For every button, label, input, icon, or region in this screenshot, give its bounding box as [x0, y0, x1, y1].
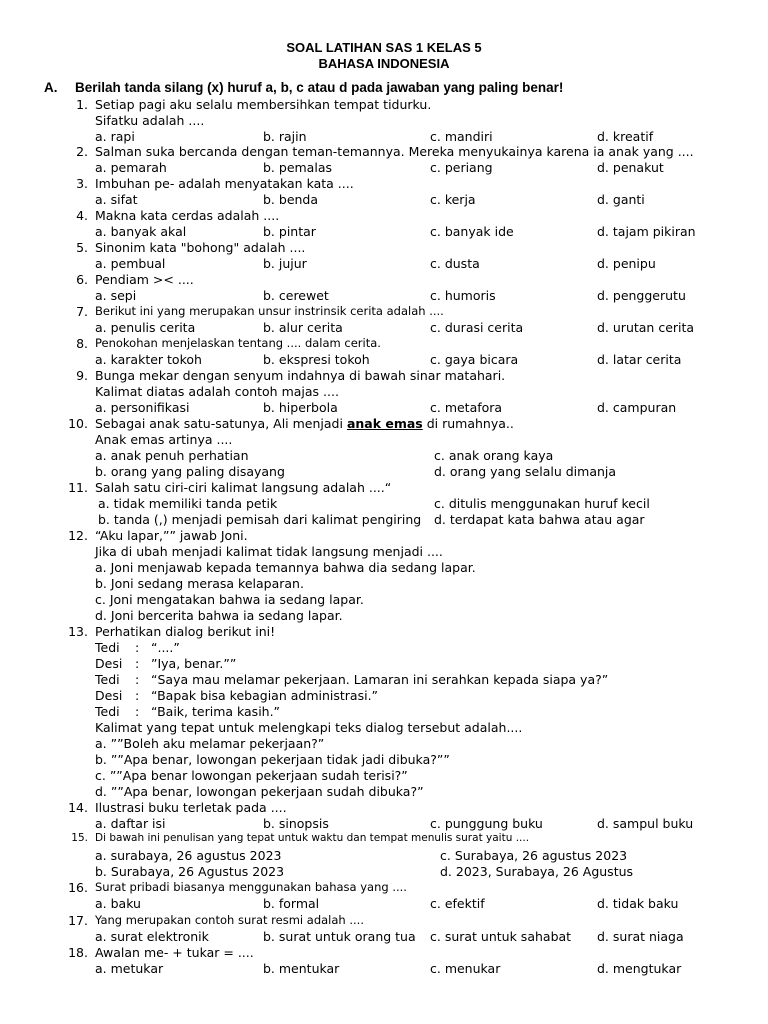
question-text: Perhatikan dialog berikut ini! — [95, 624, 276, 639]
question-number: 10. — [68, 416, 88, 431]
dialog-colon: : — [135, 656, 140, 671]
question-text: Salah satu ciri-ciri kalimat langsung adalah ....“ — [95, 480, 392, 495]
question-14 — [0, 800, 768, 816]
option-b[interactable]: b. jujur — [263, 256, 307, 271]
dialog-speaker: Desi — [95, 656, 123, 671]
option-b[interactable]: b. formal — [263, 896, 320, 911]
section-instruction-text: Berilah tanda silang (x) huruf a, b, c atau d pada jawaban yang paling benar! — [75, 80, 564, 95]
option-b[interactable]: b. pemalas — [263, 160, 332, 175]
document-subject: BAHASA INDONESIA — [318, 56, 450, 71]
question-text: Salman suka bercanda dengan teman-temannya. Mereka menyukainya karena ia anak yang .... — [95, 144, 694, 159]
dialog-speech: “Baik, terima kasih.” — [151, 704, 281, 719]
dialog-speech: “....” — [151, 640, 180, 655]
option-b[interactable]: b. orang yang paling disayang — [95, 464, 285, 479]
question-5 — [0, 240, 768, 256]
question-text-line: Anak emas artinya .... — [95, 432, 233, 447]
option-a[interactable]: a. surat elektronik — [95, 929, 209, 944]
option-d[interactable]: d. latar cerita — [597, 352, 682, 367]
option-c[interactable]: c. anak orang kaya — [434, 448, 554, 463]
question-number: 2. — [76, 144, 88, 159]
question-4 — [0, 208, 768, 224]
option-a[interactable]: a. metukar — [95, 961, 164, 976]
question-number: 14. — [68, 800, 88, 815]
question-text-line: Kalimat yang tepat untuk melengkapi teks dialog tersebut adalah.... — [95, 720, 523, 735]
option-a[interactable]: a. rapi — [95, 129, 135, 144]
question-text-part: Sebagai anak satu-satunya, Ali menjadi — [95, 416, 343, 431]
question-number: 11. — [68, 480, 88, 495]
dialog-line — [95, 688, 378, 703]
option-a[interactable]: a. banyak akal — [95, 224, 187, 239]
option-c[interactable]: c. humoris — [430, 288, 496, 303]
option-d[interactable]: d. urutan cerita — [597, 320, 695, 335]
option-a[interactable]: a. sifat — [95, 192, 138, 207]
question-text: Berikut ini yang merupakan unsur instrinsik cerita adalah .... — [95, 304, 444, 318]
question-17 — [0, 913, 768, 929]
option-c[interactable]: c. gaya bicara — [430, 352, 519, 367]
option-d[interactable]: d. surat niaga — [597, 929, 684, 944]
question-2 — [0, 144, 768, 160]
question-16 — [0, 880, 768, 896]
question-number: 4. — [76, 208, 88, 223]
question-text: Pendiam >< .... — [95, 272, 194, 287]
question-number: 13. — [68, 624, 88, 639]
question-1 — [0, 97, 768, 113]
underlined-term: anak emas — [346, 416, 423, 431]
question-text: Ilustrasi buku terletak pada .... — [95, 800, 287, 815]
question-text-line: Sifatku adalah .... — [95, 113, 205, 128]
option-d[interactable]: d. tidak baku — [597, 896, 679, 911]
option-d[interactable]: d. sampul buku — [597, 816, 694, 831]
option-b[interactable]: b. alur cerita — [263, 320, 343, 335]
option-c[interactable]: c. Joni mengatakan bahwa ia sedang lapar. — [95, 592, 364, 607]
option-a[interactable]: a. ””Boleh aku melamar pekerjaan?” — [95, 736, 325, 751]
question-text — [95, 416, 514, 431]
option-d[interactable]: d. ganti — [597, 192, 645, 207]
option-a[interactable]: a. sepi — [95, 288, 137, 303]
option-c[interactable]: c. efektif — [430, 896, 485, 911]
option-c[interactable]: c. menukar — [430, 961, 501, 976]
question-number: 9. — [76, 368, 88, 383]
question-number: 8. — [76, 336, 88, 351]
dialog-colon: : — [135, 672, 140, 687]
option-b[interactable]: b. cerewet — [263, 288, 329, 303]
option-b[interactable]: b. mentukar — [263, 961, 340, 976]
question-number: 15. — [71, 832, 88, 844]
question-15 — [0, 832, 768, 848]
question-3 — [0, 176, 768, 192]
question-number: 7. — [76, 304, 88, 319]
option-c[interactable]: c. ””Apa benar lowongan pekerjaan sudah terisi?” — [95, 768, 408, 783]
question-text: Imbuhan pe- adalah menyatakan kata .... — [95, 176, 354, 191]
dialog-speech: “Bapak bisa kebagian administrasi.” — [151, 688, 379, 703]
question-10 — [0, 416, 768, 432]
question-number: 1. — [76, 97, 88, 112]
question-text: Sinonim kata "bohong" adalah .... — [95, 240, 306, 255]
option-c[interactable]: c. kerja — [430, 192, 476, 207]
question-text: Bunga mekar dengan senyum indahnya di bawah sinar matahari. — [95, 368, 506, 383]
question-number: 5. — [76, 240, 88, 255]
question-text: Di bawah ini penulisan yang tepat untuk waktu dan tempat menulis surat yaitu .... — [95, 832, 530, 844]
option-b[interactable]: b. sinopsis — [263, 816, 329, 831]
option-c[interactable]: c. periang — [430, 160, 493, 175]
option-a[interactable]: a. karakter tokoh — [95, 352, 202, 367]
question-11 — [0, 480, 768, 496]
option-d[interactable]: d. penakut — [597, 160, 664, 175]
option-a[interactable]: a. pembual — [95, 256, 166, 271]
option-a[interactable]: a. tidak memiliki tanda petik — [98, 496, 278, 511]
question-number: 3. — [76, 176, 88, 191]
dialog-line — [95, 704, 280, 719]
option-c[interactable]: c. surat untuk sahabat — [430, 929, 572, 944]
option-d[interactable]: d. penipu — [597, 256, 656, 271]
option-b[interactable]: b. pintar — [263, 224, 316, 239]
option-b[interactable]: b. Joni sedang merasa kelaparan. — [95, 576, 304, 591]
option-c[interactable]: c. dusta — [430, 256, 480, 271]
option-d[interactable]: d. 2023, Surabaya, 26 Agustus — [440, 864, 634, 879]
question-text-line: Kalimat diatas adalah contoh majas .... — [95, 384, 339, 399]
option-a[interactable]: a. surabaya, 26 agustus 2023 — [95, 848, 282, 863]
section-instruction — [44, 80, 563, 95]
dialog-line — [95, 656, 236, 671]
option-a[interactable]: a. baku — [95, 896, 141, 911]
option-a[interactable]: a. anak penuh perhatian — [95, 448, 249, 463]
question-number: 16. — [68, 880, 88, 895]
question-text: Makna kata cerdas adalah .... — [95, 208, 280, 223]
option-d[interactable]: d. mengtukar — [597, 961, 682, 976]
question-12 — [0, 528, 768, 544]
option-b[interactable]: b. Surabaya, 26 Agustus 2023 — [95, 864, 285, 879]
option-c[interactable]: c. mandiri — [430, 129, 493, 144]
option-c[interactable]: c. banyak ide — [430, 224, 514, 239]
option-b[interactable]: b. ””Apa benar, lowongan pekerjaan tidak jadi dibuka?”” — [95, 752, 450, 767]
question-number: 6. — [76, 272, 88, 287]
question-text: Penokohan menjelaskan tentang .... dalam cerita. — [95, 336, 381, 350]
section-letter: A. — [44, 80, 58, 95]
dialog-speaker: Tedi — [95, 704, 120, 719]
option-d[interactable]: d. ””Apa benar, lowongan pekerjaan sudah dibuka?” — [95, 784, 424, 799]
dialog-colon: : — [135, 640, 140, 655]
option-b[interactable]: b. benda — [263, 192, 319, 207]
option-d[interactable]: d. terdapat kata bahwa atau agar — [434, 512, 645, 527]
option-c[interactable]: c. durasi cerita — [430, 320, 524, 335]
option-a[interactable]: a. personifikasi — [95, 400, 190, 415]
option-b[interactable]: b. hiperbola — [263, 400, 338, 415]
option-c[interactable]: c. ditulis menggunakan huruf kecil — [434, 496, 650, 511]
option-b[interactable]: b. rajin — [263, 129, 307, 144]
question-text-line: Jika di ubah menjadi kalimat tidak langsung menjadi .... — [95, 544, 443, 559]
option-b[interactable]: b. ekspresi tokoh — [263, 352, 370, 367]
question-6 — [0, 272, 768, 288]
question-text: Awalan me- + tukar = .... — [95, 945, 254, 960]
option-a[interactable]: a. pemarah — [95, 160, 167, 175]
dialog-speech: “Saya mau melamar pekerjaan. Lamaran ini serahkan kepada siapa ya?” — [151, 672, 609, 687]
question-8 — [0, 336, 768, 352]
question-text: “Aku lapar,”” jawab Joni. — [95, 528, 248, 543]
question-number: 17. — [68, 913, 88, 928]
question-7 — [0, 304, 768, 320]
dialog-line — [95, 640, 180, 655]
option-d[interactable]: d. penggerutu — [597, 288, 686, 303]
question-18 — [0, 945, 768, 961]
dialog-speaker: Tedi — [95, 672, 120, 687]
option-c[interactable]: c. metafora — [430, 400, 503, 415]
option-c[interactable]: c. punggung buku — [430, 816, 543, 831]
option-d[interactable]: d. tajam pikiran — [597, 224, 696, 239]
question-number: 18. — [68, 945, 88, 960]
dialog-colon: : — [135, 688, 140, 703]
option-d[interactable]: d. campuran — [597, 400, 677, 415]
question-text-part: di rumahnya.. — [426, 416, 514, 431]
option-b[interactable]: b. tanda (,) menjadi pemisah dari kalimat pengiring — [98, 512, 422, 527]
question-text: Surat pribadi biasanya menggunakan bahasa yang .... — [95, 880, 407, 894]
option-d[interactable]: d. orang yang selalu dimanja — [434, 464, 617, 479]
question-9 — [0, 368, 768, 384]
dialog-line — [95, 672, 608, 687]
option-a[interactable]: a. Joni menjawab kepada temannya bahwa dia sedang lapar. — [95, 560, 476, 575]
dialog-speaker: Desi — [95, 688, 123, 703]
question-text: Setiap pagi aku selalu membersihkan tempat tidurku. — [95, 97, 432, 112]
option-d[interactable]: d. Joni bercerita bahwa ia sedang lapar. — [95, 608, 343, 623]
option-a[interactable]: a. daftar isi — [95, 816, 166, 831]
option-c[interactable]: c. Surabaya, 26 agustus 2023 — [440, 848, 628, 863]
dialog-speech: ”Iya, benar.”” — [151, 656, 237, 671]
document-title: SOAL LATIHAN SAS 1 KELAS 5 — [286, 40, 482, 55]
option-d[interactable]: d. kreatif — [597, 129, 654, 144]
option-b[interactable]: b. surat untuk orang tua — [263, 929, 416, 944]
question-text: Yang merupakan contoh surat resmi adalah .... — [95, 913, 364, 927]
question-13 — [0, 624, 768, 640]
dialog-speaker: Tedi — [95, 640, 120, 655]
option-a[interactable]: a. penulis cerita — [95, 320, 196, 335]
dialog-colon: : — [135, 704, 140, 719]
question-number: 12. — [68, 528, 88, 543]
